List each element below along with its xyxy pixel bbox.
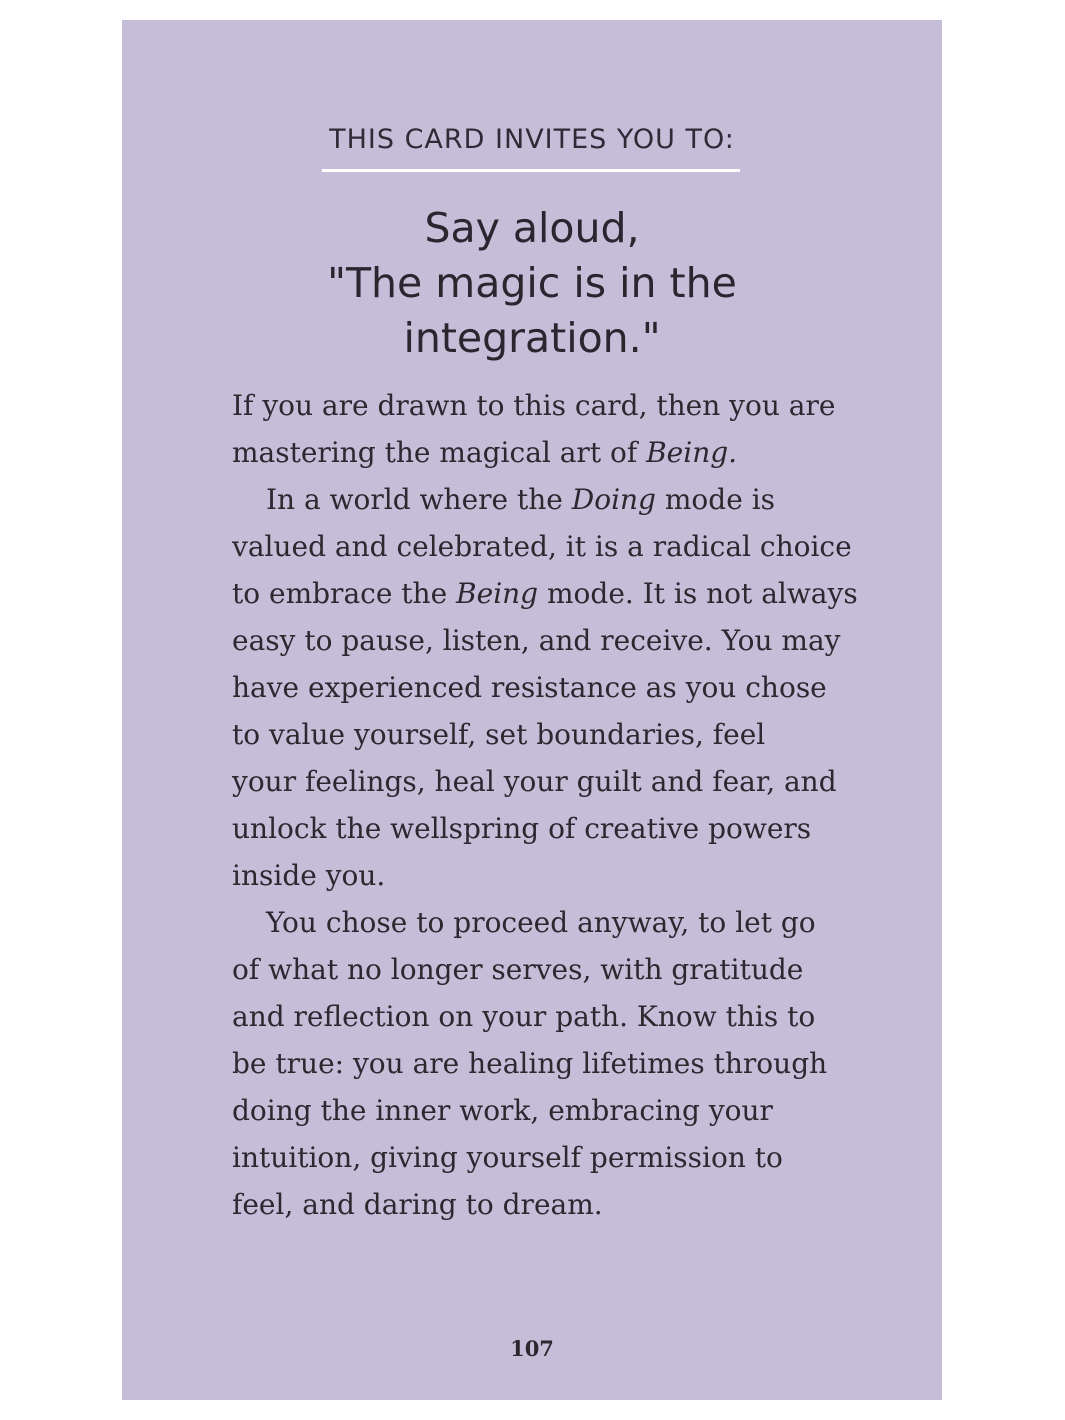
body-line <box>232 1134 852 1181</box>
body-line <box>232 476 852 523</box>
body-text-run: intuition, giving yourself permission to <box>232 1141 783 1174</box>
body-line <box>232 429 852 476</box>
body-text-run: easy to pause, listen, and receive. You may <box>232 624 841 657</box>
body-line <box>232 758 852 805</box>
body-text-run: mode is <box>655 483 776 516</box>
affirmation-line: integration." <box>403 314 661 362</box>
card-description <box>232 382 858 1228</box>
body-line <box>232 993 852 1040</box>
body-text-run: to embrace the <box>232 577 457 610</box>
body-text-emphasis: Being. <box>646 436 738 469</box>
body-text-run: and reflection on your path. Know this to <box>232 1000 816 1033</box>
body-text-run: be true: you are healing lifetimes through <box>232 1047 828 1080</box>
body-line <box>232 664 852 711</box>
body-text-run: You chose to proceed anyway, to let go <box>266 906 816 939</box>
body-text-run: your feelings, heal your guilt and fear, and <box>232 765 837 798</box>
body-line <box>232 617 852 664</box>
body-text-run: feel, and daring to dream. <box>232 1188 603 1221</box>
body-line <box>232 711 852 758</box>
body-text-run: doing the inner work, embracing your <box>232 1094 773 1127</box>
body-text-run: If you are drawn to this card, then you are <box>232 389 836 422</box>
body-text-run: have experienced resistance as you chose <box>232 671 827 704</box>
affirmation <box>122 201 942 366</box>
body-line <box>232 899 852 946</box>
body-text-run: valued and celebrated, it is a radical choice <box>232 530 852 563</box>
oracle-card-page <box>122 20 942 1400</box>
body-line <box>232 523 852 570</box>
body-text-run: mode. It is not always <box>538 577 858 610</box>
body-text-run: of what no longer serves, with gratitude <box>232 953 804 986</box>
body-text-run: unlock the wellspring of creative powers <box>232 812 812 845</box>
body-line <box>232 382 852 429</box>
page-number: 107 <box>510 1336 554 1361</box>
body-line <box>232 1040 852 1087</box>
body-text-run: mastering the magical art of <box>232 436 647 469</box>
body-text-run: to value yourself, set boundaries, feel <box>232 718 766 751</box>
body-text-emphasis: Doing <box>571 483 656 516</box>
body-line <box>232 852 852 899</box>
affirmation-line: "The magic is in the <box>327 259 737 307</box>
body-text-run: In a world where the <box>266 483 572 516</box>
body-line <box>232 1087 852 1134</box>
body-text-emphasis: Being <box>456 577 539 610</box>
body-line <box>232 570 858 617</box>
card-kicker: THIS CARD INVITES YOU TO: <box>329 124 735 155</box>
body-line <box>232 946 852 993</box>
body-line <box>232 805 852 852</box>
kicker-divider <box>322 169 740 172</box>
affirmation-line: Say aloud, <box>424 204 640 252</box>
body-text-run: inside you. <box>232 859 386 892</box>
body-line <box>232 1181 852 1228</box>
